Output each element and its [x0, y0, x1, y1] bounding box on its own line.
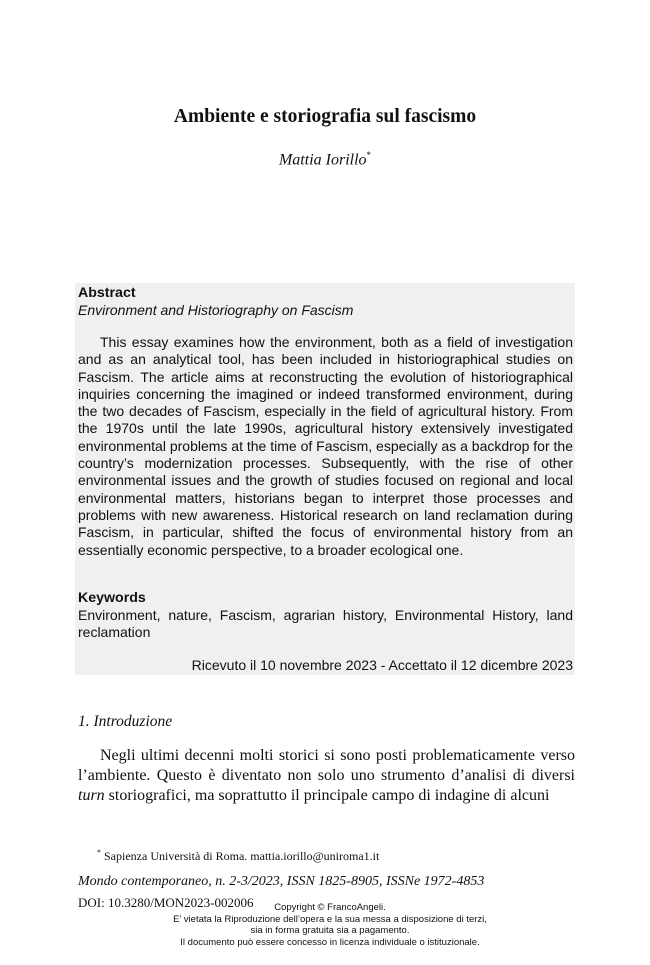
received-accepted-dates: Ricevuto il 10 novembre 2023 - Accettato il 12 dicembre 2023 [191, 657, 573, 673]
body-text-end: storiografici, ma soprattutto il principale campo di indagine di alcuni [108, 787, 550, 804]
keywords-heading: Keywords [78, 590, 146, 606]
author-footnote-mark: * [366, 150, 372, 160]
copyright-line: Il documento può essere concesso in licenza individuale o istituzionale. [180, 936, 480, 948]
abstract-text: This essay examines how the environment, both as a field of investigation and as an analytical tool, has been included in historiographical studies on Fascism. The article aims at reconstructing the evolution of historiographical inquiries concerning the imagined or indeed transformed environment, during the two decades of Fascism, especially in the field of agricultural history. From the 1970s until the late 1990s, agricultural history extensively investigated environmental problems at the time of Fascism, especially as a backdrop for the country’s modernization processes. Subsequently, with the rise of other environmental issues and the growth of studies focused on regional and local environmental matters, historians began to interpret those processes and problems with new awareness. Historical research on land reclamation during Fascism, in particular, shifted the focus of environmental history from an essentially economic perspective, to a broader ecological one. [78, 334, 573, 558]
author-footnote [97, 848, 379, 864]
abstract-box [75, 283, 575, 675]
footnote-mark: * [97, 848, 101, 857]
section-heading: 1. Introduzione [78, 713, 173, 730]
body-text-start: Negli ultimi decenni molti storici si sono posti problematicamente verso l’ambiente. Questo è diventato non solo uno strumento d’analisi di diversi [78, 747, 575, 784]
author-name [0, 150, 650, 169]
body-italic-term: turn [78, 787, 105, 804]
doi: DOI: 10.3280/MON2023-002006 [78, 895, 254, 910]
copyright-line: Copyright © FrancoAngeli. [274, 902, 386, 913]
footnote-text: Sapienza Università di Roma. mattia.iorillo@uniroma1.it [104, 849, 380, 863]
copyright-line: E’ vietata la Riproduzione dell’opera e la sua messa a disposizione di terzi, [173, 913, 487, 925]
author-name-text: Mattia Iorillo [278, 151, 367, 169]
keywords-list: Environment, nature, Fascism, agrarian history, Environmental History, land reclamation [78, 607, 573, 641]
copyright-notice [150, 902, 510, 948]
body-paragraph [78, 746, 575, 806]
copyright-line: sia in forma gratuita sia a pagamento. [250, 925, 410, 937]
journal-citation: Mondo contemporaneo, n. 2-3/2023, ISSN 1825-8905, ISSNe 1972-4853 [78, 874, 485, 889]
article-title: Ambiente e storiografia sul fascismo [173, 106, 477, 127]
abstract-heading: Abstract [78, 285, 136, 301]
abstract-english-title: Environment and Historiography on Fascism [78, 302, 354, 318]
